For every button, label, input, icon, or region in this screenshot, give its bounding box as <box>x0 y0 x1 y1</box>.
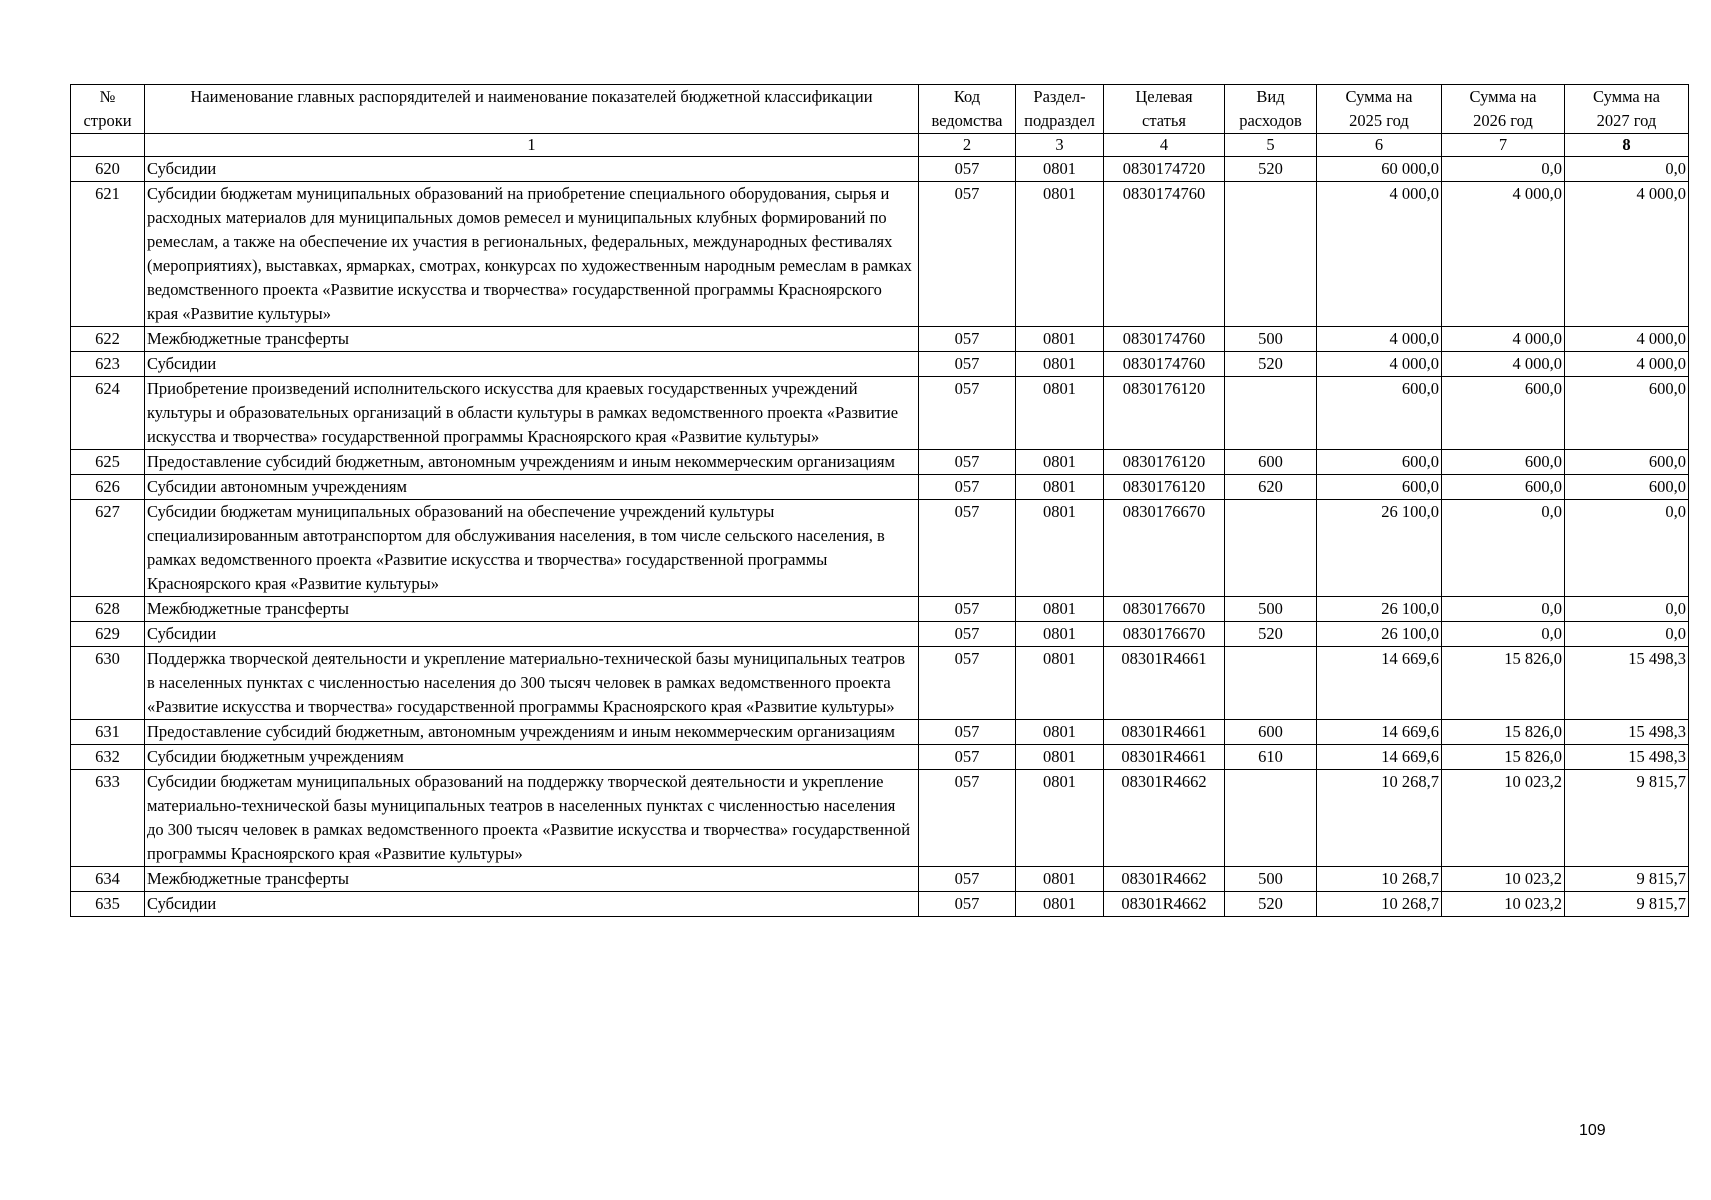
sum-2026-cell: 600,0 <box>1442 475 1565 500</box>
table-row <box>71 720 1689 745</box>
column-number: 5 <box>1225 134 1317 157</box>
sum-2027-cell: 0,0 <box>1565 500 1689 597</box>
row-name-cell: Субсидии бюджетам муниципальных образований на поддержку творческой деятельности и укрепление материально-технической базы муниципальных театров в населенных пунктах с численностью населения до 300 тысяч человек в рамках ведомственного проекта «Развитие искусства и творчества» государственной программы Красноярского края «Развитие культуры» <box>145 770 919 867</box>
dept-code-cell: 057 <box>919 867 1016 892</box>
sum-2025-cell: 26 100,0 <box>1317 622 1442 647</box>
sum-2025-cell: 4 000,0 <box>1317 182 1442 327</box>
row-number-cell: 627 <box>71 500 145 597</box>
header-expense-type: Вид расходов <box>1225 85 1317 134</box>
expense-type-cell <box>1225 770 1317 867</box>
target-article-cell: 0830174760 <box>1104 182 1225 327</box>
expense-type-cell <box>1225 182 1317 327</box>
target-article-cell: 08301R4661 <box>1104 720 1225 745</box>
column-number-row <box>71 134 1689 157</box>
row-number-cell: 621 <box>71 182 145 327</box>
row-number-cell: 620 <box>71 157 145 182</box>
expense-type-cell: 520 <box>1225 892 1317 917</box>
sum-2026-cell: 10 023,2 <box>1442 867 1565 892</box>
expense-type-cell <box>1225 647 1317 720</box>
sum-2027-cell: 4 000,0 <box>1565 352 1689 377</box>
row-number-cell: 628 <box>71 597 145 622</box>
row-number-cell: 632 <box>71 745 145 770</box>
header-dept-code: Код ведомства <box>919 85 1016 134</box>
expense-type-cell: 520 <box>1225 622 1317 647</box>
sum-2026-cell: 15 826,0 <box>1442 745 1565 770</box>
section-cell: 0801 <box>1016 475 1104 500</box>
sum-2025-cell: 10 268,7 <box>1317 770 1442 867</box>
column-number: 2 <box>919 134 1016 157</box>
header-row <box>71 85 1689 134</box>
table-row <box>71 182 1689 327</box>
header-section: Раздел- подраздел <box>1016 85 1104 134</box>
target-article-cell: 08301R4661 <box>1104 745 1225 770</box>
header-sum-2027: Сумма на 2027 год <box>1565 85 1689 134</box>
column-number: 1 <box>145 134 919 157</box>
section-cell: 0801 <box>1016 500 1104 597</box>
sum-2026-cell: 0,0 <box>1442 597 1565 622</box>
row-number-cell: 629 <box>71 622 145 647</box>
table-row <box>71 770 1689 867</box>
sum-2026-cell: 0,0 <box>1442 500 1565 597</box>
sum-2025-cell: 600,0 <box>1317 475 1442 500</box>
sum-2026-cell: 4 000,0 <box>1442 352 1565 377</box>
dept-code-cell: 057 <box>919 377 1016 450</box>
section-cell: 0801 <box>1016 597 1104 622</box>
row-name-cell: Приобретение произведений исполнительского искусства для краевых государственных учреждений культуры и образовательных организаций в области культуры в рамках ведомственного проекта «Развитие искусства и творчества» государственной программы Красноярского края «Развитие культуры» <box>145 377 919 450</box>
sum-2026-cell: 10 023,2 <box>1442 770 1565 867</box>
sum-2025-cell: 4 000,0 <box>1317 327 1442 352</box>
table-row <box>71 377 1689 450</box>
sum-2026-cell: 15 826,0 <box>1442 720 1565 745</box>
sum-2027-cell: 15 498,3 <box>1565 720 1689 745</box>
sum-2026-cell: 10 023,2 <box>1442 892 1565 917</box>
target-article-cell: 08301R4662 <box>1104 867 1225 892</box>
dept-code-cell: 057 <box>919 597 1016 622</box>
row-number-cell: 624 <box>71 377 145 450</box>
row-name-cell: Межбюджетные трансферты <box>145 867 919 892</box>
row-name-cell: Субсидии <box>145 892 919 917</box>
dept-code-cell: 057 <box>919 182 1016 327</box>
row-number-cell: 623 <box>71 352 145 377</box>
header-target: Целевая статья <box>1104 85 1225 134</box>
row-name-cell: Субсидии <box>145 157 919 182</box>
sum-2026-cell: 0,0 <box>1442 157 1565 182</box>
table-row <box>71 892 1689 917</box>
section-cell: 0801 <box>1016 867 1104 892</box>
dept-code-cell: 057 <box>919 622 1016 647</box>
row-name-cell: Поддержка творческой деятельности и укрепление материально-технической базы муниципальных театров в населенных пунктах с численностью населения до 300 тысяч человек в рамках ведомственного проекта «Развитие искусства и творчества» государственной программы Красноярского края «Развитие культуры» <box>145 647 919 720</box>
sum-2026-cell: 0,0 <box>1442 622 1565 647</box>
table-row <box>71 450 1689 475</box>
column-number: 8 <box>1565 134 1689 157</box>
sum-2027-cell: 0,0 <box>1565 157 1689 182</box>
section-cell: 0801 <box>1016 647 1104 720</box>
sum-2027-cell: 4 000,0 <box>1565 182 1689 327</box>
dept-code-cell: 057 <box>919 327 1016 352</box>
section-cell: 0801 <box>1016 377 1104 450</box>
dept-code-cell: 057 <box>919 720 1016 745</box>
row-name-cell: Субсидии <box>145 622 919 647</box>
row-name-cell: Субсидии бюджетам муниципальных образований на приобретение специального оборудования, сырья и расходных материалов для муниципальных домов ремесел и муниципальных клубных формирований по ремеслам, а также на обеспечение их участия в региональных, федеральных, международных фестивалях (мероприятиях), выставках, ярмарках, смотрах, конкурсах по художественным народным ремеслам в рамках ведомственного проекта «Развитие искусства и творчества» государственной программы Красноярского края «Развитие культуры» <box>145 182 919 327</box>
row-number-cell: 631 <box>71 720 145 745</box>
sum-2025-cell: 600,0 <box>1317 450 1442 475</box>
target-article-cell: 08301R4662 <box>1104 770 1225 867</box>
header-name: Наименование главных распорядителей и наименование показателей бюджетной классификации <box>145 85 919 134</box>
row-number-cell: 626 <box>71 475 145 500</box>
dept-code-cell: 057 <box>919 475 1016 500</box>
section-cell: 0801 <box>1016 622 1104 647</box>
table-row <box>71 327 1689 352</box>
sum-2025-cell: 600,0 <box>1317 377 1442 450</box>
dept-code-cell: 057 <box>919 157 1016 182</box>
section-cell: 0801 <box>1016 770 1104 867</box>
expense-type-cell: 500 <box>1225 327 1317 352</box>
column-number: 4 <box>1104 134 1225 157</box>
table-row <box>71 622 1689 647</box>
page-number: 109 <box>1579 1122 1606 1139</box>
target-article-cell: 0830174760 <box>1104 327 1225 352</box>
row-name-cell: Субсидии бюджетным учреждениям <box>145 745 919 770</box>
section-cell: 0801 <box>1016 352 1104 377</box>
sum-2027-cell: 0,0 <box>1565 597 1689 622</box>
sum-2027-cell: 0,0 <box>1565 622 1689 647</box>
section-cell: 0801 <box>1016 327 1104 352</box>
sum-2027-cell: 4 000,0 <box>1565 327 1689 352</box>
sum-2027-cell: 15 498,3 <box>1565 647 1689 720</box>
sum-2027-cell: 600,0 <box>1565 377 1689 450</box>
sum-2025-cell: 10 268,7 <box>1317 867 1442 892</box>
table-row <box>71 500 1689 597</box>
expense-type-cell: 600 <box>1225 450 1317 475</box>
sum-2025-cell: 14 669,6 <box>1317 647 1442 720</box>
column-number <box>71 134 145 157</box>
sum-2027-cell: 600,0 <box>1565 450 1689 475</box>
expense-type-cell: 500 <box>1225 597 1317 622</box>
sum-2025-cell: 10 268,7 <box>1317 892 1442 917</box>
sum-2026-cell: 15 826,0 <box>1442 647 1565 720</box>
expense-type-cell: 500 <box>1225 867 1317 892</box>
row-number-cell: 633 <box>71 770 145 867</box>
sum-2025-cell: 4 000,0 <box>1317 352 1442 377</box>
sum-2026-cell: 4 000,0 <box>1442 182 1565 327</box>
table-row <box>71 745 1689 770</box>
header-sum-2026: Сумма на 2026 год <box>1442 85 1565 134</box>
sum-2027-cell: 9 815,7 <box>1565 892 1689 917</box>
expense-type-cell: 610 <box>1225 745 1317 770</box>
row-name-cell: Предоставление субсидий бюджетным, автономным учреждениям и иным некоммерческим организациям <box>145 720 919 745</box>
target-article-cell: 0830176670 <box>1104 597 1225 622</box>
section-cell: 0801 <box>1016 157 1104 182</box>
target-article-cell: 0830176120 <box>1104 450 1225 475</box>
section-cell: 0801 <box>1016 892 1104 917</box>
sum-2027-cell: 600,0 <box>1565 475 1689 500</box>
row-number-cell: 635 <box>71 892 145 917</box>
header-row-number: № строки <box>71 85 145 134</box>
section-cell: 0801 <box>1016 182 1104 327</box>
sum-2027-cell: 9 815,7 <box>1565 867 1689 892</box>
sum-2025-cell: 26 100,0 <box>1317 597 1442 622</box>
row-number-cell: 630 <box>71 647 145 720</box>
expense-type-cell <box>1225 377 1317 450</box>
row-name-cell: Межбюджетные трансферты <box>145 327 919 352</box>
target-article-cell: 0830174760 <box>1104 352 1225 377</box>
dept-code-cell: 057 <box>919 450 1016 475</box>
dept-code-cell: 057 <box>919 647 1016 720</box>
dept-code-cell: 057 <box>919 500 1016 597</box>
target-article-cell: 0830176120 <box>1104 475 1225 500</box>
sum-2025-cell: 60 000,0 <box>1317 157 1442 182</box>
target-article-cell: 08301R4661 <box>1104 647 1225 720</box>
row-number-cell: 622 <box>71 327 145 352</box>
column-number: 6 <box>1317 134 1442 157</box>
sum-2025-cell: 14 669,6 <box>1317 745 1442 770</box>
sum-2026-cell: 600,0 <box>1442 450 1565 475</box>
section-cell: 0801 <box>1016 450 1104 475</box>
expense-type-cell: 520 <box>1225 352 1317 377</box>
table-row <box>71 475 1689 500</box>
table-row <box>71 647 1689 720</box>
sum-2027-cell: 9 815,7 <box>1565 770 1689 867</box>
sum-2026-cell: 600,0 <box>1442 377 1565 450</box>
table-row <box>71 597 1689 622</box>
sum-2026-cell: 4 000,0 <box>1442 327 1565 352</box>
column-number: 7 <box>1442 134 1565 157</box>
sum-2027-cell: 15 498,3 <box>1565 745 1689 770</box>
row-name-cell: Субсидии автономным учреждениям <box>145 475 919 500</box>
table-body <box>71 157 1689 917</box>
target-article-cell: 08301R4662 <box>1104 892 1225 917</box>
table-row <box>71 157 1689 182</box>
budget-table <box>70 84 1689 917</box>
dept-code-cell: 057 <box>919 892 1016 917</box>
target-article-cell: 0830176670 <box>1104 500 1225 597</box>
table-row <box>71 867 1689 892</box>
row-name-cell: Субсидии <box>145 352 919 377</box>
sum-2025-cell: 26 100,0 <box>1317 500 1442 597</box>
target-article-cell: 0830174720 <box>1104 157 1225 182</box>
dept-code-cell: 057 <box>919 352 1016 377</box>
table-row <box>71 352 1689 377</box>
target-article-cell: 0830176120 <box>1104 377 1225 450</box>
row-number-cell: 634 <box>71 867 145 892</box>
target-article-cell: 0830176670 <box>1104 622 1225 647</box>
header-sum-2025: Сумма на 2025 год <box>1317 85 1442 134</box>
row-name-cell: Субсидии бюджетам муниципальных образований на обеспечение учреждений культуры специализированным автотранспортом для обслуживания населения, в том числе сельского населения, в рамках ведомственного проекта «Развитие искусства и творчества» государственной программы Красноярского края «Развитие культуры» <box>145 500 919 597</box>
section-cell: 0801 <box>1016 720 1104 745</box>
sum-2025-cell: 14 669,6 <box>1317 720 1442 745</box>
expense-type-cell: 600 <box>1225 720 1317 745</box>
dept-code-cell: 057 <box>919 745 1016 770</box>
section-cell: 0801 <box>1016 745 1104 770</box>
row-number-cell: 625 <box>71 450 145 475</box>
row-name-cell: Межбюджетные трансферты <box>145 597 919 622</box>
column-number: 3 <box>1016 134 1104 157</box>
row-name-cell: Предоставление субсидий бюджетным, автономным учреждениям и иным некоммерческим организациям <box>145 450 919 475</box>
dept-code-cell: 057 <box>919 770 1016 867</box>
expense-type-cell <box>1225 500 1317 597</box>
expense-type-cell: 520 <box>1225 157 1317 182</box>
expense-type-cell: 620 <box>1225 475 1317 500</box>
